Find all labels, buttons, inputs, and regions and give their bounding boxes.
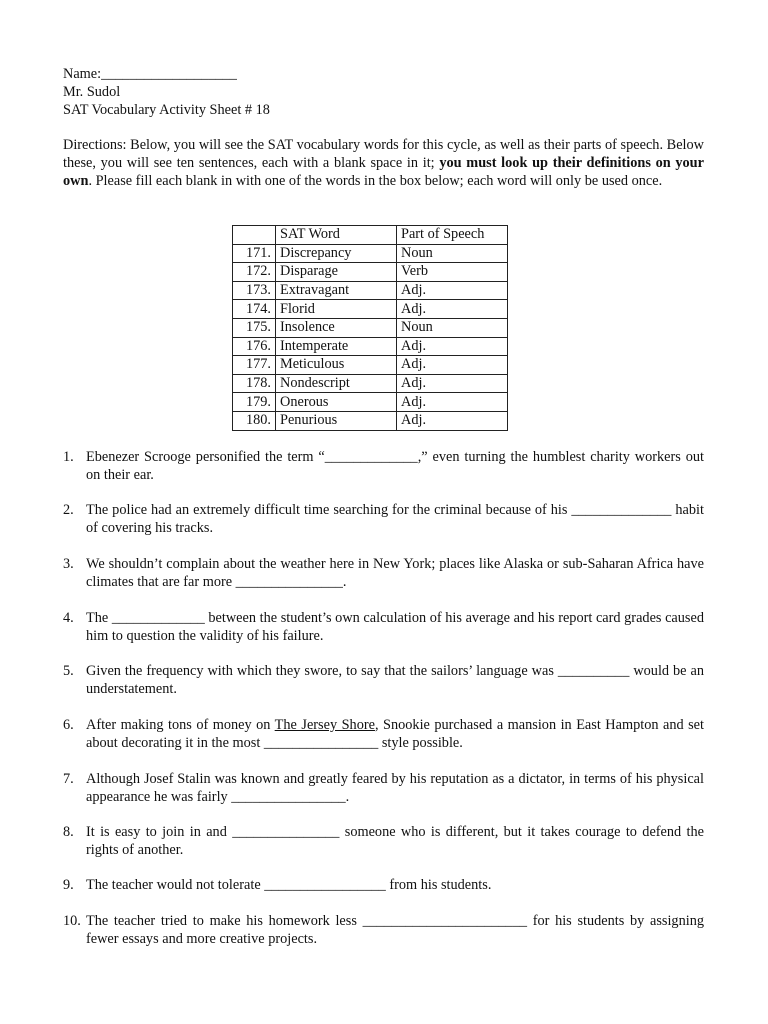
row-num: 179. [233,393,276,412]
question-number: 3. [63,556,74,572]
row-num: 177. [233,356,276,375]
row-word: Nondescript [276,374,397,393]
question-5 [63,662,704,698]
header-cell-word: SAT Word [276,226,397,245]
header-cell-pos: Part of Speech [397,226,508,245]
row-pos: Adj. [397,356,508,375]
question-text: The teacher would not tolerate _________________ from his students. [86,877,492,893]
question-text: The police had an extremely difficult time searching for the criminal because of his ______________ habit of covering his tracks. [86,502,704,536]
question-2 [63,501,704,537]
question-9 [63,876,704,894]
question-text: The _____________ between the student’s own calculation of his average and his report card grades caused him to question the validity of his failure. [86,610,704,644]
question-7 [63,770,704,806]
question-number: 9. [63,877,74,893]
table-row [233,356,508,375]
question-text: It is easy to join in and _______________ someone who is different, but it takes courage to defend the rights of another. [86,824,704,858]
directions-text-2: . Please fill each blank in with one of the words in the box below; each word will only be used once. [88,173,663,189]
name-line: Name:___________________ [63,66,237,82]
table-row [233,281,508,300]
directions-text-1: Directions: Below, you will see the SAT vocabulary words for this cycle, as well as their parts of speech. Below these, you will see ten sentences, each with a blank space in it; [63,137,704,171]
question-number: 10. [63,913,81,929]
question-1 [63,448,704,484]
row-num: 178. [233,374,276,393]
question-3 [63,555,704,591]
directions-bold: you must look up their definitions on your own [63,155,704,189]
question-text [86,716,704,752]
row-num: 176. [233,337,276,356]
row-pos: Noun [397,244,508,263]
row-word: Onerous [276,393,397,412]
row-pos: Adj. [397,374,508,393]
question-text: We shouldn’t complain about the weather here in New York; places like Alaska or sub-Saharan Africa have climates that are far more _______________. [86,556,704,590]
sheet-title: SAT Vocabulary Activity Sheet # 18 [63,102,270,118]
row-pos: Adj. [397,281,508,300]
row-word: Meticulous [276,356,397,375]
question-number: 2. [63,502,74,518]
row-num: 171. [233,244,276,263]
question-number: 8. [63,824,74,840]
question-number: 1. [63,449,74,465]
table-row [233,318,508,337]
question-number: 4. [63,610,74,626]
table-row [233,393,508,412]
question-number: 5. [63,663,74,679]
row-word: Disparage [276,263,397,282]
show-title: The Jersey Shore [274,717,375,733]
row-num: 173. [233,281,276,300]
question-4 [63,609,704,645]
row-word: Extravagant [276,281,397,300]
table-row [233,374,508,393]
row-word: Intemperate [276,337,397,356]
question-text: Ebenezer Scrooge personified the term “_____________,” even turning the humblest charity workers out on their ear. [86,449,704,483]
question-10 [63,912,704,948]
question-text: The teacher tried to make his homework less _______________________ for his students by assigning fewer essays and more creative projects. [86,913,704,947]
teacher-name: Mr. Sudol [63,84,121,100]
row-pos: Noun [397,318,508,337]
row-num: 174. [233,300,276,319]
vocab-table [232,225,508,431]
row-pos: Adj. [397,337,508,356]
question-text-pre: After making tons of money on [86,717,275,733]
question-text-post: , Snookie purchased a mansion in East Hampton and set about decorating it in the most ________________ style possible. [86,717,705,751]
table-row [233,300,508,319]
question-number: 6. [63,717,74,733]
question-number: 7. [63,771,74,787]
table-row [233,411,508,430]
table-row [233,337,508,356]
header-cell-num [233,226,276,245]
question-8 [63,823,704,859]
row-num: 180. [233,411,276,430]
table-row [233,263,508,282]
row-num: 172. [233,263,276,282]
row-pos: Adj. [397,393,508,412]
question-text: Given the frequency with which they swore, to say that the sailors’ language was __________ would be an understatement. [86,663,704,697]
row-word: Florid [276,300,397,319]
table-header-row [233,226,508,245]
row-word: Discrepancy [276,244,397,263]
question-6 [63,716,704,752]
directions [63,136,704,190]
row-pos: Adj. [397,300,508,319]
row-pos: Verb [397,263,508,282]
row-word: Insolence [276,318,397,337]
table-row [233,244,508,263]
header [63,65,270,119]
row-num: 175. [233,318,276,337]
row-word: Penurious [276,411,397,430]
row-pos: Adj. [397,411,508,430]
question-text: Although Josef Stalin was known and greatly feared by his reputation as a dictator, in terms of his physical appearance he was fairly ________________. [86,771,704,805]
